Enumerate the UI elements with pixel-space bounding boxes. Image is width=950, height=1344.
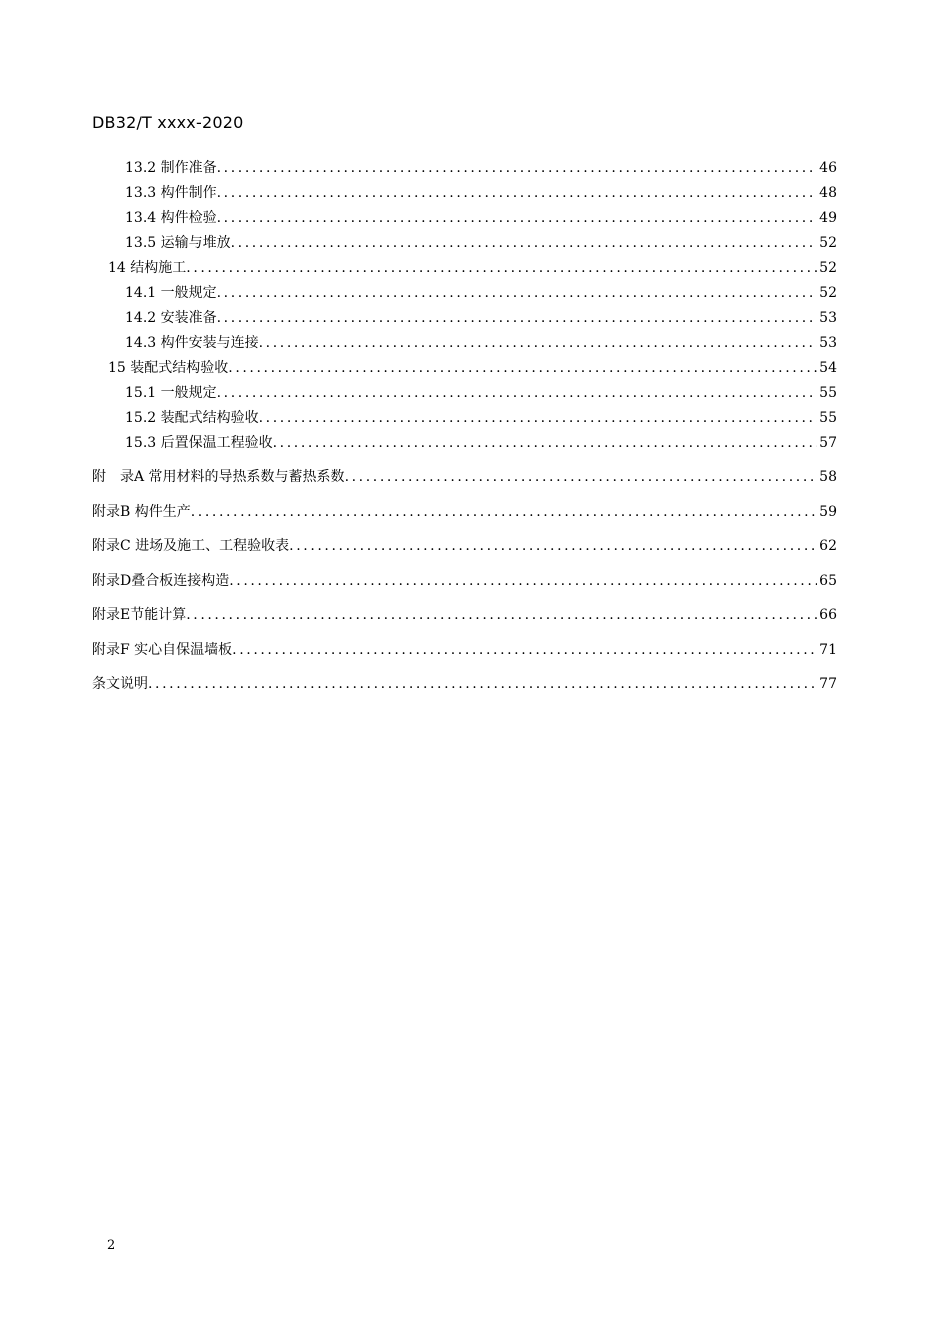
toc-entry-title: 15.2 装配式结构验收 xyxy=(125,410,259,426)
toc-leader-dots xyxy=(186,258,817,278)
toc-entry-title: 14.1 一般规定 xyxy=(125,285,217,301)
toc-entry-title: 附录B 构件生产 xyxy=(92,504,191,520)
toc-entry[interactable] xyxy=(92,431,837,453)
toc-leader-dots xyxy=(273,433,817,453)
toc-leader-dots xyxy=(217,208,817,228)
toc-entry[interactable] xyxy=(92,381,837,403)
toc-entry-page: 62 xyxy=(819,538,837,554)
toc-entry-page: 49 xyxy=(819,210,837,226)
toc-entry[interactable] xyxy=(92,206,837,228)
toc-entry[interactable] xyxy=(92,672,837,694)
toc-entry[interactable] xyxy=(92,156,837,178)
toc-leader-dots xyxy=(345,467,817,487)
toc-entry-title: 13.2 制作准备 xyxy=(125,160,217,176)
toc-entry-page: 55 xyxy=(819,385,837,401)
toc-entry-page: 46 xyxy=(819,160,837,176)
toc-entry-page: 66 xyxy=(819,607,837,623)
toc-entry-title: 附录E节能计算 xyxy=(92,607,187,623)
toc-entry-page: 77 xyxy=(819,676,837,692)
toc-entry[interactable] xyxy=(92,181,837,203)
toc-entry-page: 53 xyxy=(819,335,837,351)
toc-entry-page: 58 xyxy=(819,469,837,485)
toc-leader-dots xyxy=(148,674,817,694)
toc-leader-dots xyxy=(289,536,817,556)
toc-entry[interactable] xyxy=(92,500,837,522)
toc-entry-title: 15.1 一般规定 xyxy=(125,385,217,401)
toc-entry-title: 附录D叠合板连接构造 xyxy=(92,573,230,589)
toc-entry-title: 15 装配式结构验收 xyxy=(108,360,229,376)
toc-entry[interactable] xyxy=(92,231,837,253)
toc-leader-dots xyxy=(231,233,817,253)
toc-entry-page: 59 xyxy=(819,504,837,520)
toc-leader-dots xyxy=(217,283,817,303)
toc-entry-title: 13.4 构件检验 xyxy=(125,210,217,226)
toc-entry[interactable] xyxy=(92,638,837,660)
toc-leader-dots xyxy=(217,308,817,328)
document-code: DB32/T xxxx-2020 xyxy=(92,113,244,132)
toc-entry-title: 14.2 安装准备 xyxy=(125,310,217,326)
page-number: 2 xyxy=(107,1238,116,1253)
toc-entry-page: 65 xyxy=(819,573,837,589)
toc-entry[interactable] xyxy=(92,406,837,428)
toc-entry[interactable] xyxy=(92,603,837,625)
toc-entry-page: 71 xyxy=(819,642,837,658)
toc-entry-page: 52 xyxy=(819,285,837,301)
toc-entry-title: 附 录A 常用材料的导热系数与蓄热系数 xyxy=(92,469,345,485)
toc-entry-title: 附录C 进场及施工、工程验收表 xyxy=(92,538,290,554)
toc-entry-title: 14 结构施工 xyxy=(108,260,187,276)
toc-entry-title: 13.3 构件制作 xyxy=(125,185,217,201)
toc-entry-title: 条文说明 xyxy=(92,676,148,692)
toc-entry-page: 52 xyxy=(819,260,837,276)
toc-entry-title: 13.5 运输与堆放 xyxy=(125,235,231,251)
toc-leader-dots xyxy=(191,502,817,522)
toc-entry-title: 14.3 构件安装与连接 xyxy=(125,335,259,351)
toc-leader-dots xyxy=(232,640,817,660)
toc-entry[interactable] xyxy=(92,465,837,487)
toc-entry-page: 54 xyxy=(819,360,837,376)
toc-entry-page: 53 xyxy=(819,310,837,326)
toc-entry[interactable] xyxy=(92,331,837,353)
toc-leader-dots xyxy=(228,358,817,378)
toc-entry-page: 52 xyxy=(819,235,837,251)
toc-entry-title: 附录F 实心自保温墙板 xyxy=(92,642,233,658)
toc-leader-dots xyxy=(217,183,817,203)
toc-entry[interactable] xyxy=(92,281,837,303)
toc-entry-page: 57 xyxy=(819,435,837,451)
toc-entry[interactable] xyxy=(92,306,837,328)
toc-entry-title: 15.3 后置保温工程验收 xyxy=(125,435,273,451)
toc-leader-dots xyxy=(217,158,817,178)
toc-entry[interactable] xyxy=(92,256,837,278)
toc-entry-page: 48 xyxy=(819,185,837,201)
toc-entry[interactable] xyxy=(92,569,837,591)
toc-entry-page: 55 xyxy=(819,410,837,426)
toc-leader-dots xyxy=(186,605,817,625)
toc-leader-dots xyxy=(259,333,817,353)
toc-leader-dots xyxy=(259,408,817,428)
toc-entry[interactable] xyxy=(92,534,837,556)
toc-leader-dots xyxy=(217,383,817,403)
toc-entry[interactable] xyxy=(92,356,837,378)
toc-leader-dots xyxy=(229,571,817,591)
